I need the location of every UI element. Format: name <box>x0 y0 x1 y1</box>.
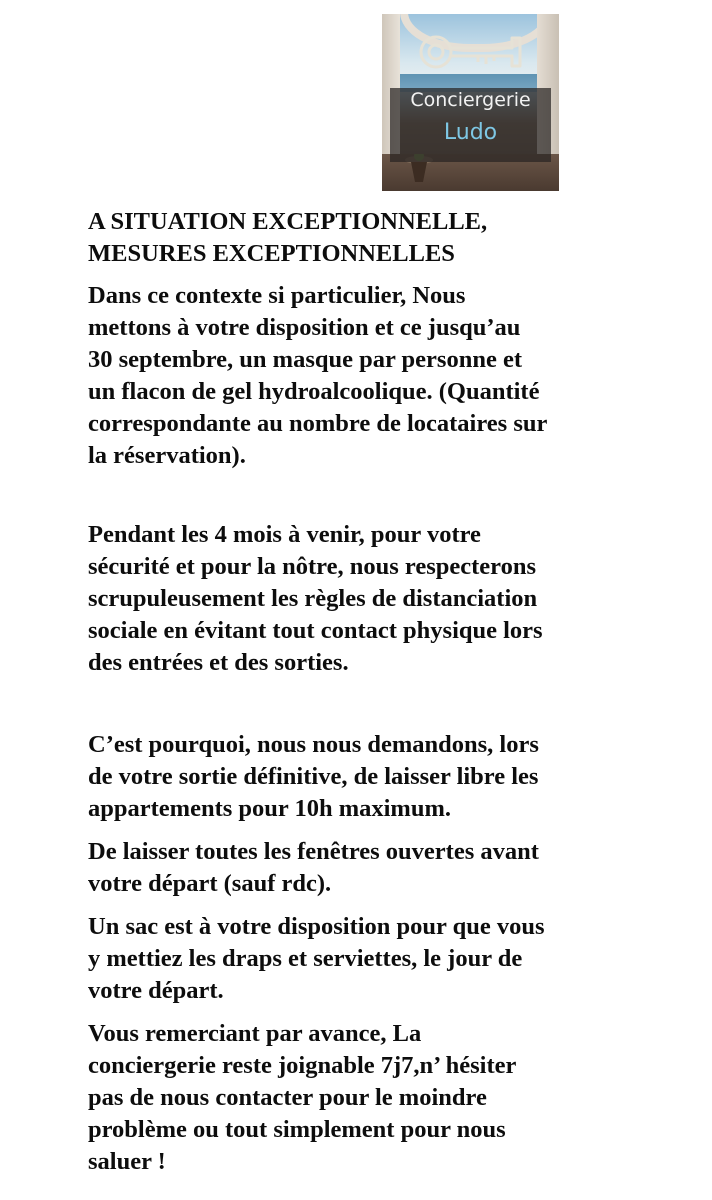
paragraph-laundry-bag: Un sac est à votre disposition pour que vous y mettiez les draps et serviettes, le jour de votre départ. <box>88 913 545 1004</box>
notice-title: A SITUATION EXCEPTIONNELLE, MESURES EXCEPTIONNELLES <box>88 208 488 267</box>
logo-brand-line1: Conciergerie <box>410 89 531 111</box>
key-icon <box>416 28 526 78</box>
paragraph-masks: Dans ce contexte si particulier, Nous mettons à votre disposition et ce jusqu’au 30 septembre, un masque par personne et un flacon de gel hydroalcoolique. (Quantité correspondante au nombre de locataires sur la réservation). <box>88 282 548 469</box>
paragraph-windows: De laisser toutes les fenêtres ouvertes avant votre départ (sauf rdc). <box>88 838 539 897</box>
conciergerie-logo <box>382 14 559 191</box>
notice-content <box>88 206 648 1178</box>
paragraph-closing: Vous remerciant par avance, La conciergerie reste joignable 7j7,n’ hésiter pas de nous contacter pour le moindre problème ou tout simplement pour nous saluer ! <box>88 1020 517 1175</box>
logo-brand-line2: Ludo <box>443 120 498 145</box>
paragraph-checkout-time: C’est pourquoi, nous nous demandons, lors de votre sortie définitive, de laisser libre les appartements pour 10h maximum. <box>88 731 539 822</box>
paragraph-distancing: Pendant les 4 mois à venir, pour votre sécurité et pour la nôtre, nous respecterons scrupuleusement les règles de distanciation sociale en évitant tout contact physique lors des entrées et des sorties. <box>88 521 543 676</box>
